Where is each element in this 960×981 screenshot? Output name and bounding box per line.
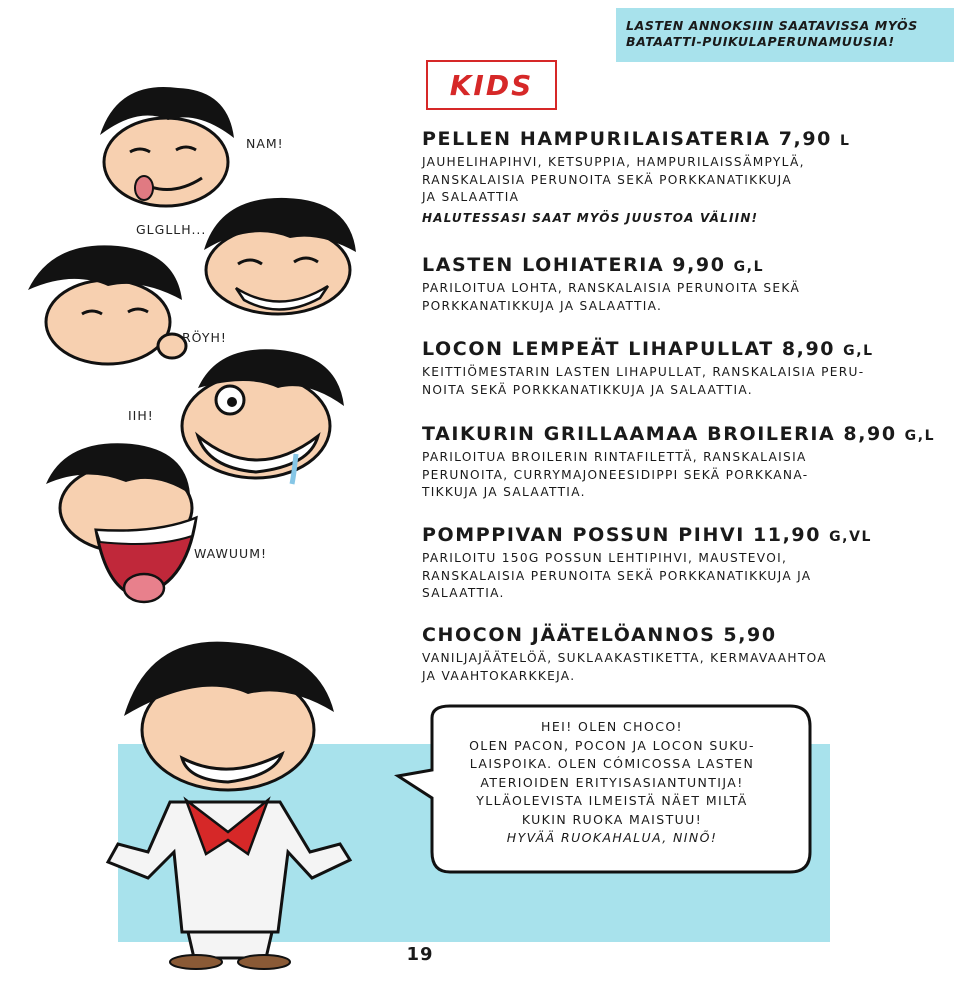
description-line: JA VAAHTOKARKKEJA. — [422, 668, 576, 683]
cartoon-face-nam-icon — [78, 80, 238, 210]
exclamation-royh: RÖYH! — [182, 330, 227, 345]
speech-bubble-text — [432, 718, 792, 848]
description-line: KEITTIÖMESTARIN LASTEN LIHAPULLAT, RANSKALAISIA PERU- — [422, 365, 865, 379]
description-line: VANILJAJÄÄTELÖÄ, SUKLAAKASTIKETTA, KERMAVAAHTOA — [422, 651, 827, 665]
menu-item-price: 9,90 — [672, 254, 726, 276]
cartoon-face-wawuum-icon — [36, 438, 216, 608]
cartoon-face-glgllh-icon — [190, 192, 360, 322]
menu-item-tags: L — [840, 133, 851, 149]
menu-item-6 — [422, 622, 942, 685]
note-line-1: LASTEN ANNOKSIIN SAATAVISSA MYÖS — [626, 18, 918, 33]
menu-item-tags: G,L — [733, 259, 765, 275]
description-line: NOITA SEKÄ PORKKANATIKKUJA JA SALAATTIA. — [422, 382, 753, 397]
menu-item-1 — [422, 126, 942, 227]
menu-item-description — [422, 154, 942, 207]
menu-item-tags: G,L — [904, 428, 936, 444]
description-line: PARILOITU 150G POSSUN LEHTIPIHVI, MAUSTEVOI, — [422, 551, 788, 565]
menu-item-3 — [422, 336, 942, 399]
description-line: JA SALAATTIA — [422, 190, 520, 204]
menu-item-price: 8,90 — [843, 423, 897, 445]
description-line: JAUHELIHAPIHVI, KETSUPPIA, HAMPURILAISSÄMPYLÄ, — [422, 155, 805, 169]
bubble-line: LAISPOIKA. OLEN CÓMICOSSA LASTEN — [469, 756, 755, 771]
exclamation-wawuum: WAWUUM! — [194, 546, 267, 561]
page-number: 19 — [406, 944, 434, 965]
menu-item-price: 8,90 — [781, 338, 836, 360]
menu-item-description — [422, 280, 942, 315]
menu-item-description — [422, 449, 942, 502]
bubble-line: KUKIN RUOKA MAISTUU! — [521, 811, 703, 827]
menu-item-heading — [422, 622, 942, 650]
menu-item-price: 7,90 — [778, 128, 832, 150]
menu-item-tags: G,L — [843, 343, 874, 359]
exclamation-nam: NAM! — [246, 136, 284, 151]
menu-item-extra: HALUTESSASI SAAT MYÖS JUUSTOA VÄLIIN! — [422, 210, 759, 225]
bubble-line: ATERIOIDEN ERITYISASIANTUNTIJA! — [480, 774, 744, 790]
kids-title: KIDS — [426, 60, 557, 110]
choco-mascot-icon — [78, 632, 368, 972]
description-line: PERUNOITA, CURRYMAJONEESIDIPPI SEKÄ PORKKANA- — [422, 467, 809, 482]
description-line: TIKKUJA JA SALAATTIA. — [422, 485, 586, 499]
description-line: PARILOITUA BROILERIN RINTAFILETTÄ, RANSKALAISIA — [422, 450, 807, 464]
bubble-line: YLLÄOLEVISTA ILMEISTÄ NÄET MILTÄ — [476, 793, 748, 808]
menu-item-heading — [422, 336, 942, 364]
bubble-line: OLEN PACON, POCON JA LOCON SUKU- — [469, 737, 755, 753]
menu-item-5 — [422, 522, 942, 603]
menu-item-4 — [422, 421, 942, 502]
menu-item-heading — [422, 252, 942, 280]
note-line-2: BATAATTI-PUIKULAPERUNAMUUSIA! — [626, 34, 895, 49]
menu-item-name: CHOCON JÄÄTELÖANNOS — [422, 624, 716, 646]
menu-item-2 — [422, 252, 942, 315]
bubble-line: HEI! OLEN CHOCO! — [541, 719, 683, 734]
menu-item-name: LASTEN LOHIATERIA — [422, 254, 665, 276]
bubble-line: HYVÄÄ RUOKAHALUA, NINÕ! — [506, 830, 718, 845]
menu-item-description — [422, 364, 942, 399]
note-box — [616, 8, 954, 62]
cartoon-face-royh-icon — [22, 240, 192, 370]
menu-item-tags: G,VL — [829, 529, 873, 545]
menu-item-price: 5,90 — [723, 624, 777, 646]
menu-item-description — [422, 550, 942, 603]
menu-item-description — [422, 650, 942, 685]
menu-item-name: LOCON LEMPEÄT LIHAPULLAT — [422, 338, 774, 360]
menu-item-heading — [422, 126, 942, 154]
menu-item-heading — [422, 421, 942, 449]
menu-item-heading — [422, 522, 942, 550]
description-line: PARILOITUA LOHTA, RANSKALAISIA PERUNOITA SEKÄ — [422, 281, 801, 295]
description-line: RANSKALAISIA PERUNOITA SEKÄ PORKKANATIKKUJA JA — [422, 568, 812, 583]
menu-item-name: PELLEN HAMPURILAISATERIA — [422, 128, 771, 150]
exclamation-glgllh: GLGLLH... — [136, 222, 207, 237]
menu-item-price: 11,90 — [752, 524, 822, 546]
exclamation-iih: IIH! — [128, 408, 154, 423]
description-line: PORKKANATIKKUJA JA SALAATTIA. — [422, 298, 663, 313]
description-line: SALAATTIA. — [422, 586, 505, 600]
menu-item-name: POMPPIVAN POSSUN PIHVI — [422, 524, 745, 546]
description-line: RANSKALAISIA PERUNOITA SEKÄ PORKKANATIKKUJA — [422, 172, 792, 187]
menu-item-name: TAIKURIN GRILLAAMAA BROILERIA — [422, 423, 836, 445]
